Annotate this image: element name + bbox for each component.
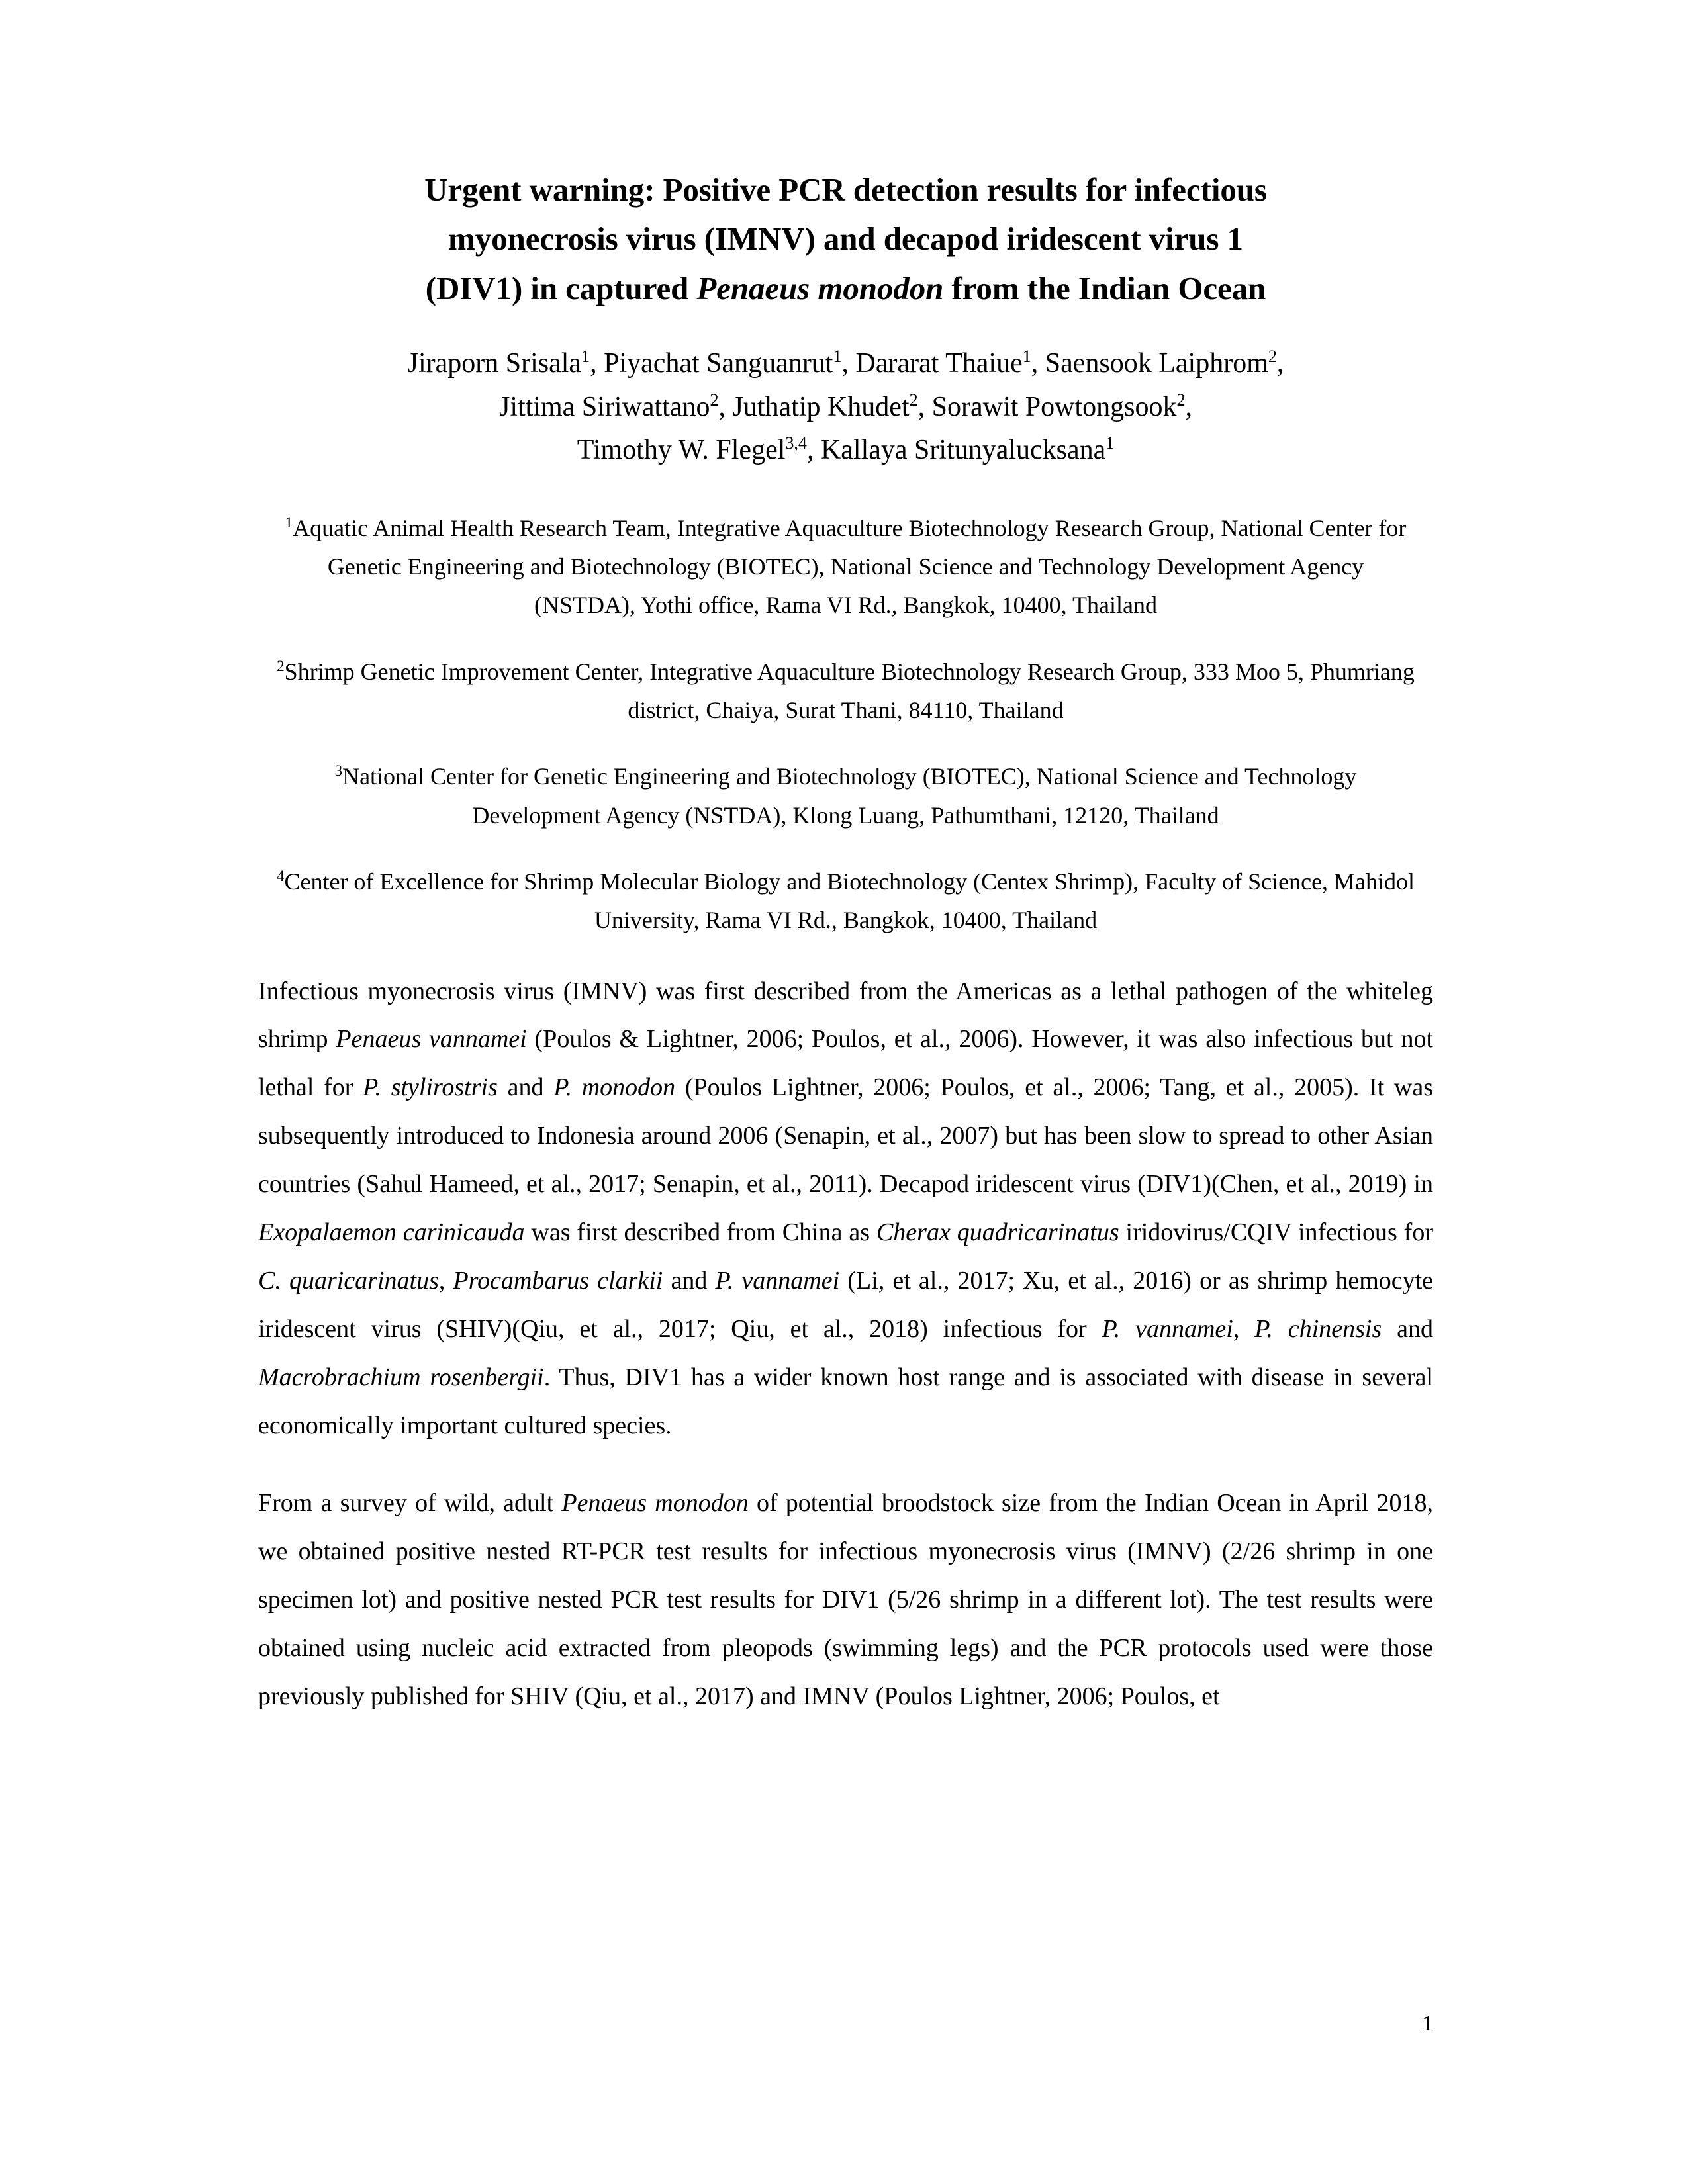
author-line-1: Jiraporn Srisala$^1$, Piyachat Sanguanrut$^1$, Dararat Thaiue$^1$, Saensook Laiphrom$^2$, [407, 347, 1284, 379]
affiliation-1 [258, 509, 1433, 625]
author-name: Dararat Thaiue [855, 348, 1023, 379]
author-affiliation-marker: 2 [909, 390, 918, 410]
title-line-2: myonecrosis virus (IMNV) and decapod iridescent virus 1 [448, 220, 1243, 257]
author-affiliation-marker: 1 [833, 347, 842, 367]
affiliation-3 [258, 757, 1433, 835]
paragraph-2: From a survey of wild, adult Penaeus monodon of potential broodstock size from the Indian Ocean in April 2018, we obtained positive nested RT-PCR test results for infectious myonecrosis virus (IMNV) (2/26 shrimp in one specimen lot) and positive nested PCR test results for DIV1 (5/26 shrimp in a different lot). The test results were obtained using nucleic acid extracted from pleopods (swimming legs) and the PCR protocols used were those previously published for SHIV (Qiu, et al., 2017) and IMNV (Poulos Lightner, 2006; Poulos, et [258, 1489, 1433, 1710]
author-affiliation-marker: 1 [1105, 433, 1115, 453]
author-affiliation-marker: 2 [1268, 347, 1277, 367]
author-list [258, 342, 1433, 471]
affiliation-text: National Center for Genetic Engineering and Biotechnology (BIOTEC), National Science and Technology Development Agency (NSTDA), Klong Luang, Pathumthani, 12120, Thailand [342, 763, 1357, 829]
paragraph-1: Infectious myonecrosis virus (IMNV) was first described from the Americas as a lethal pathogen of the whiteleg shrimp Penaeus vannamei (Poulos & Lightner, 2006; Poulos, et al., 2006). However, it was also infectious but not lethal for P. stylirostris and P. monodon (Poulos Lightner, 2006; Poulos, et al., 2006; Tang, et al., 2005). It was subsequently introduced to Indonesia around 2006 (Senapin, et al., 2007) but has been slow to spread to other Asian countries (Sahul Hameed, et al., 2017; Senapin, et al., 2011). Decapod iridescent virus (DIV1)(Chen, et al., 2019) in Exopalaemon carinicauda was first described from China as Cherax quadricarinatus iridovirus/CQIV infectious for C. quaricarinatus, Procambarus clarkii and P. vannamei (Li, et al., 2017; Xu, et al., 2016) or as shrimp hemocyte iridescent virus (SHIV)(Qiu, et al., 2017; Qiu, et al., 2018) infectious for P. vannamei, P. chinensis and Macrobrachium rosenbergii. Thus, DIV1 has a wider known host range and is associated with disease in several economically important cultured species. [258, 977, 1434, 1440]
affiliation-marker: 3 [334, 762, 343, 780]
author-affiliation-marker: 2 [710, 390, 719, 410]
affiliation-marker: 2 [277, 657, 285, 674]
page-title [258, 165, 1433, 313]
affiliation-text: Center of Excellence for Shrimp Molecular Biology and Biotechnology (Centex Shrimp), Faculty of Science, Mahidol University, Rama VI Rd., Bangkok, 10400, Thailand [284, 868, 1415, 934]
author-name: Kallaya Sritunyalucksana [820, 434, 1106, 465]
affiliation-text: Aquatic Animal Health Research Team, Integrative Aquaculture Biotechnology Research Group, National Center for Genetic Engineering and Biotechnology (BIOTEC), National Science and Technology Development Agency (NSTDA), Yothi office, Rama VI Rd., Bangkok, 10400, Thailand [293, 514, 1407, 619]
author-line-2: Jittima Siriwattano$^2$, Juthatip Khudet$^2$, Sorawit Powtongsook$^2$, [498, 390, 1192, 422]
author-name: Timothy W. Flegel [577, 434, 786, 465]
title-species-name: Penaeus monodon [696, 269, 944, 306]
author-affiliation-marker: 2 [1176, 390, 1186, 410]
affiliation-marker: 1 [285, 513, 293, 531]
author-affiliation-marker: 1 [1022, 347, 1031, 367]
affiliation-marker: 4 [276, 866, 285, 884]
author-line-3: Timothy W. Flegel$^{3,4}$, Kallaya Sritunyalucksana$^1$ [577, 433, 1115, 465]
author-name: Saensook Laiphrom [1045, 348, 1268, 379]
page-content [258, 165, 1433, 1721]
author-name: Piyachat Sanguanrut [604, 348, 833, 379]
author-name: Jiraporn Srisala [407, 348, 582, 379]
affiliation-4 [258, 862, 1433, 940]
author-affiliation-marker: 3,4 [785, 433, 807, 453]
body-text [258, 968, 1433, 1721]
title-line-1: Urgent warning: Positive PCR detection results for infectious [424, 171, 1267, 208]
author-name: Jittima Siriwattano [498, 391, 710, 422]
affiliation-2 [258, 653, 1433, 730]
author-affiliation-marker: 1 [581, 347, 590, 367]
author-name: Sorawit Powtongsook [931, 391, 1177, 422]
affiliation-list [258, 509, 1433, 940]
author-name: Juthatip Khudet [732, 391, 910, 422]
title-line-3-post: from the Indian Ocean [943, 269, 1266, 306]
page-number: 1 [1422, 2011, 1433, 2036]
title-line-3-pre: (DIV1) in captured [425, 269, 697, 306]
affiliation-text: Shrimp Genetic Improvement Center, Integrative Aquaculture Biotechnology Research Group, 333 Moo 5, Phumriang district, Chaiya, Surat Thani, 84110, Thailand [284, 658, 1415, 723]
